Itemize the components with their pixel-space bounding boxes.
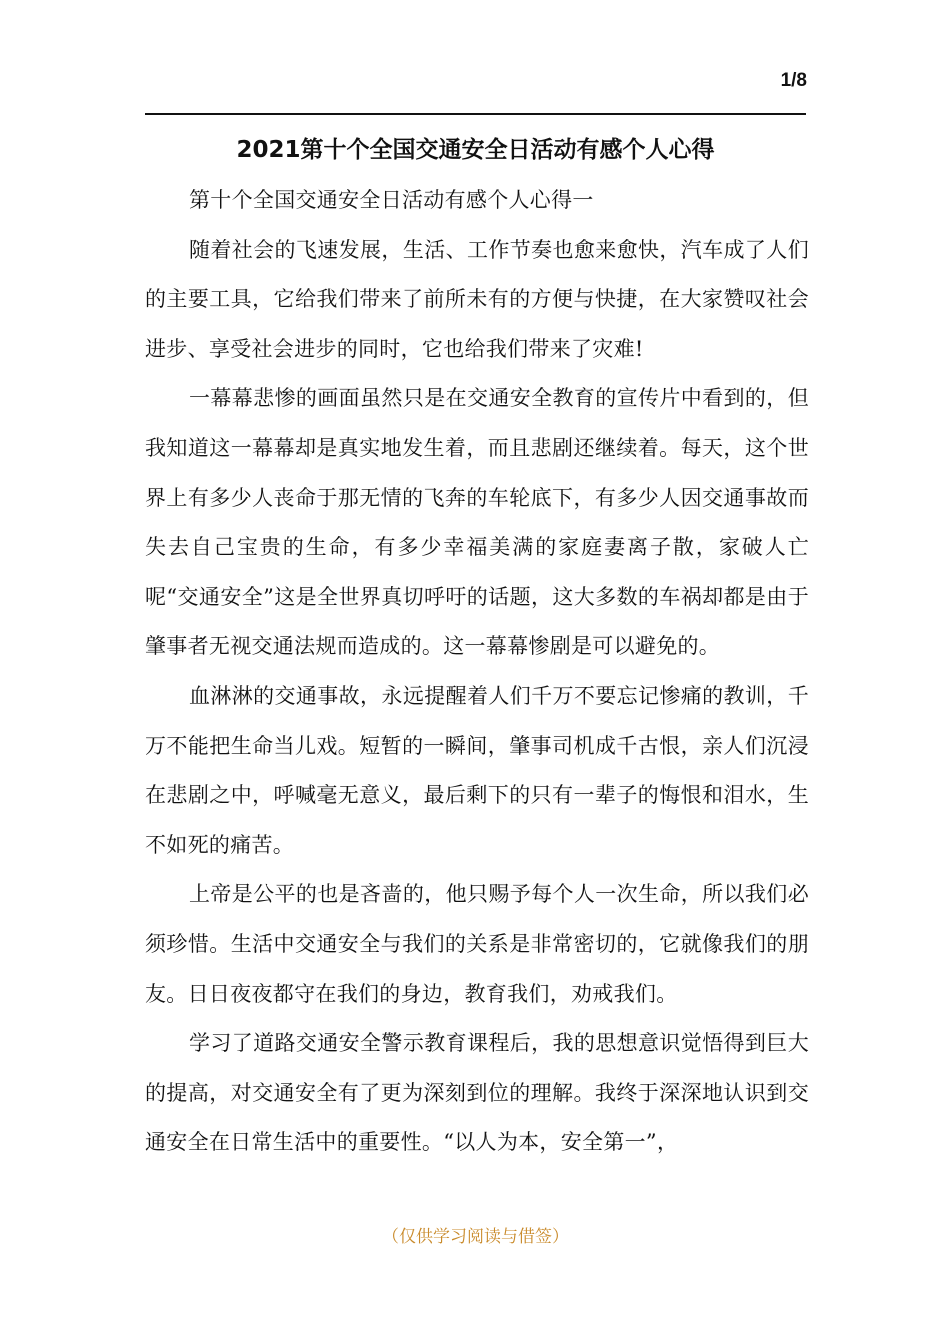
paragraph: 随着社会的飞速发展，生活、工作节奏也愈来愈快，汽车成了人们的主要工具，它给我们带来了前所未有的方便与快捷，在大家赞叹社会进步、享受社会进步的同时，它也给我们带来了灾难! [145, 237, 809, 361]
header-divider [145, 113, 806, 115]
paragraph: 血淋淋的交通事故，永远提醒着人们千万不要忘记惨痛的教训，千万不能把生命当儿戏。短暂的一瞬间，肇事司机成千古恨，亲人们沉浸在悲剧之中，呼喊毫无意义，最后剩下的只有一辈子的悔恨和泪水，生不如死的痛苦。 [145, 683, 809, 857]
paragraph: 学习了道路交通安全警示教育课程后，我的思想意识觉悟得到巨大的提高，对交通安全有了更为深刻到位的理解。我终于深深地认识到交通安全在日常生活中的重要性。“以人为本，安全第一”， [145, 1031, 809, 1155]
footer-disclaimer: （仅供学习阅读与借签） [382, 1227, 569, 1247]
paragraph: 上帝是公平的也是吝啬的，他只赐予每个人一次生命，所以我们必须珍惜。生活中交通安全与我们的关系是非常密切的，它就像我们的朋友。日日夜夜都守在我们的身边，教育我们，劝戒我们。 [145, 882, 809, 1006]
paragraph: 一幕幕悲惨的画面虽然只是在交通安全教育的宣传片中看到的，但我知道这一幕幕却是真实地发生着，而且悲剧还继续着。每天，这个世界上有多少人丧命于那无情的飞奔的车轮底下，有多少人因交通事故而失去自己宝贵的生命，有多少幸福美满的家庭妻离子散，家破人亡呢“交通安全”这是全世界真切呼吁的话题，这大多数的车祸却都是由于肇事者无视交通法规而造成的。这一幕幕惨剧是可以避免的。 [145, 386, 809, 659]
paragraph-subtitle: 第十个全国交通安全日活动有感个人心得一 [189, 188, 594, 212]
document-title: 2021第十个全国交通安全日活动有感个人心得 [236, 137, 715, 163]
document-body [145, 176, 809, 1168]
page-number: 1/8 [780, 70, 807, 91]
